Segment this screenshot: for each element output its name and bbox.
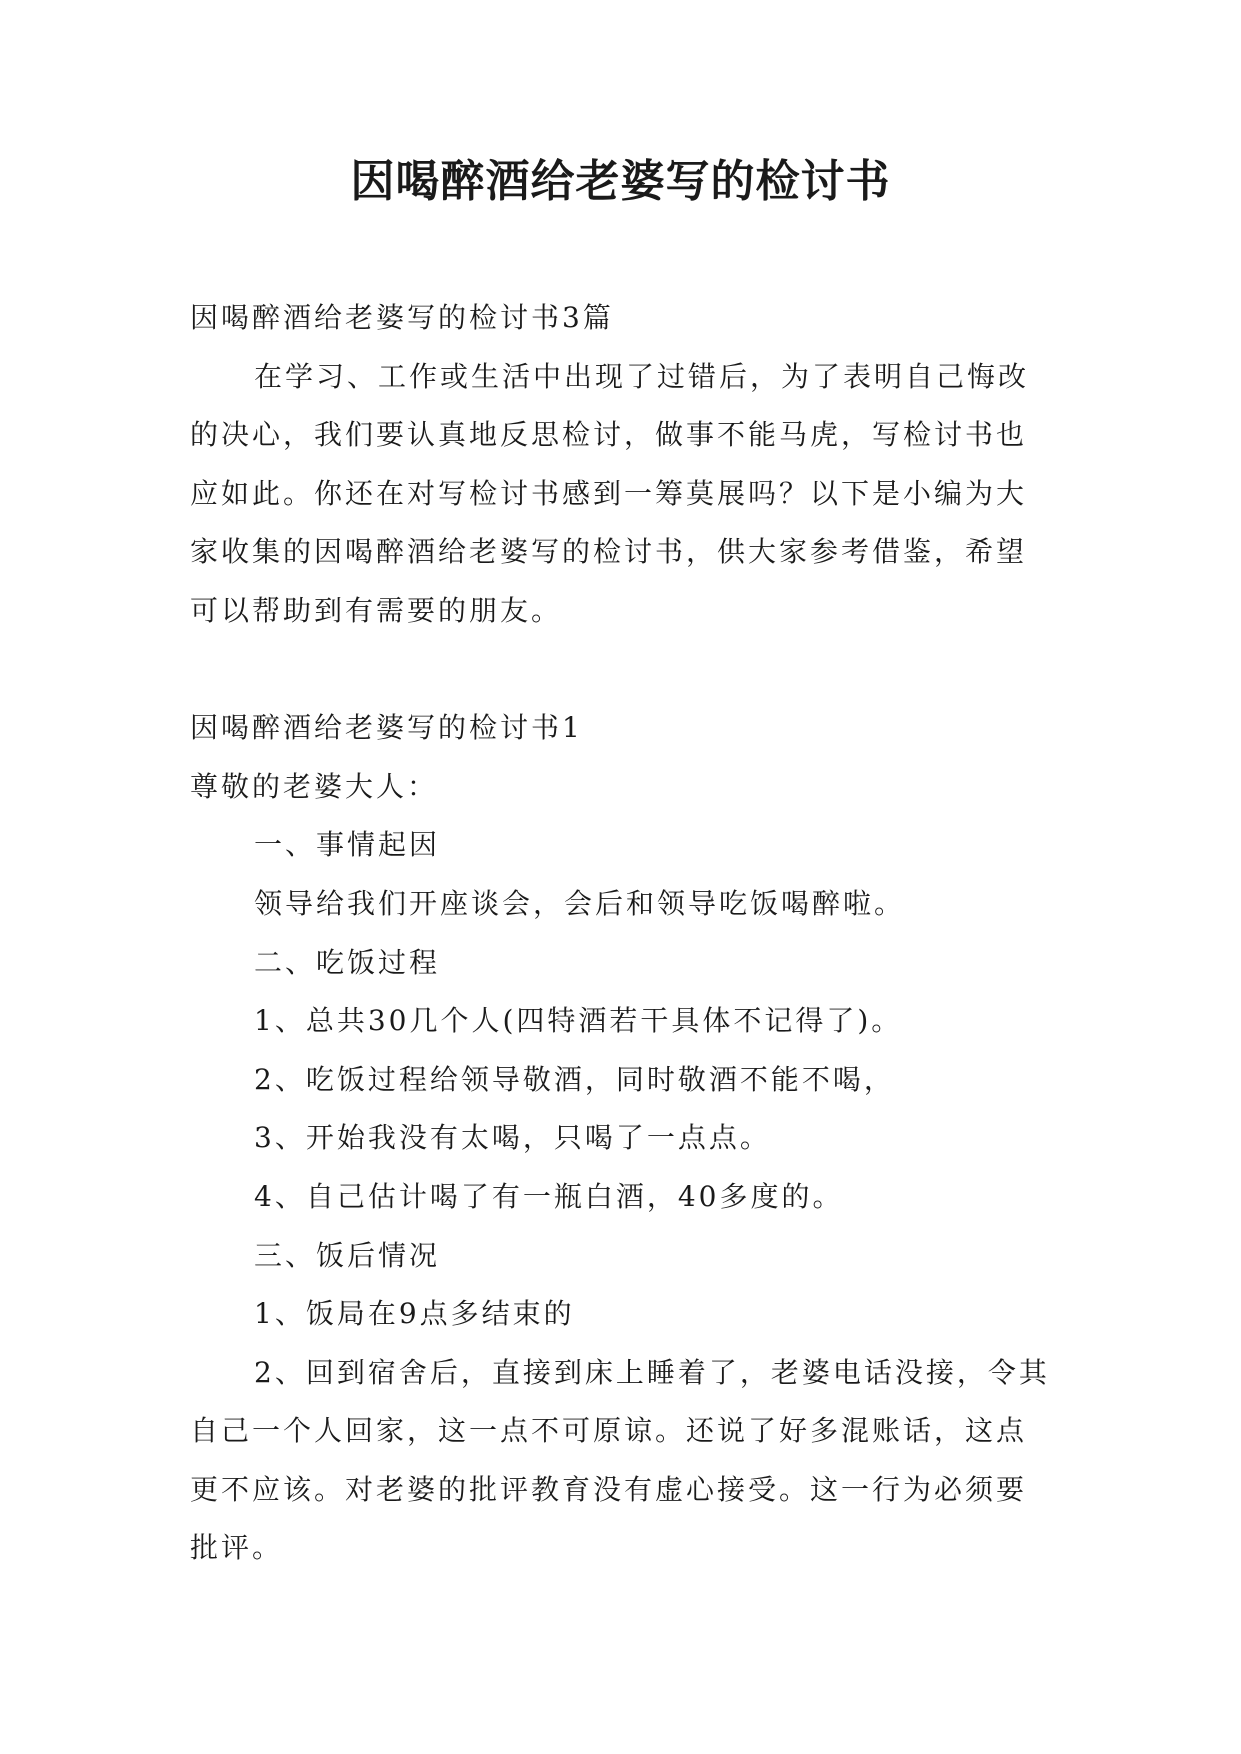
paragraph-gap: [190, 641, 1052, 700]
list-item: 1、总共30几个人(四特酒若干具体不记得了)。: [254, 1004, 903, 1038]
paragraph-cause: 领导给我们开座谈会，会后和领导吃饭喝醉啦。: [254, 886, 906, 920]
list-item: 1、饭局在9点多结束的: [254, 1297, 575, 1331]
heading-dinner-process: 二、吃饭过程: [254, 945, 441, 979]
salutation: 尊敬的老婆大人：: [190, 769, 439, 803]
list-item: 3、开始我没有太喝，只喝了一点点。: [254, 1121, 771, 1155]
list-item: 2、吃饭过程给领导敬酒，同时敬酒不能不喝，: [254, 1062, 895, 1096]
section-heading: 因喝醉酒给老婆写的检讨书1: [190, 711, 583, 745]
subtitle: 因喝醉酒给老婆写的检讨书3篇: [190, 301, 614, 334]
document-body: [190, 289, 1052, 1578]
document-title: 因喝醉酒给老婆写的检讨书: [350, 156, 891, 207]
heading-after-dinner: 三、饭后情况: [254, 1238, 441, 1272]
list-item: 2、回到宿舍后，直接到床上睡着了，老婆电话没接，令其自己一个人回家，这一点不可原谅。还说了好多混账话，这点更不应该。对老婆的批评教育没有虚心接受。这一行为必须要批评。: [190, 1355, 1050, 1565]
list-item: 4、自己估计喝了有一瓶白酒，40多度的。: [254, 1179, 844, 1213]
heading-cause: 一、事情起因: [254, 828, 441, 862]
intro-paragraph: 在学习、工作或生活中出现了过错后，为了表明自己悔改的决心，我们要认真地反思检讨，做事不能马虎，写检讨书也应如此。你还在对写检讨书感到一筹莫展吗？以下是小编为大家收集的因喝醉酒给老婆写的检讨书，供大家参考借鉴，希望可以帮助到有需要的朋友。: [190, 359, 1030, 627]
